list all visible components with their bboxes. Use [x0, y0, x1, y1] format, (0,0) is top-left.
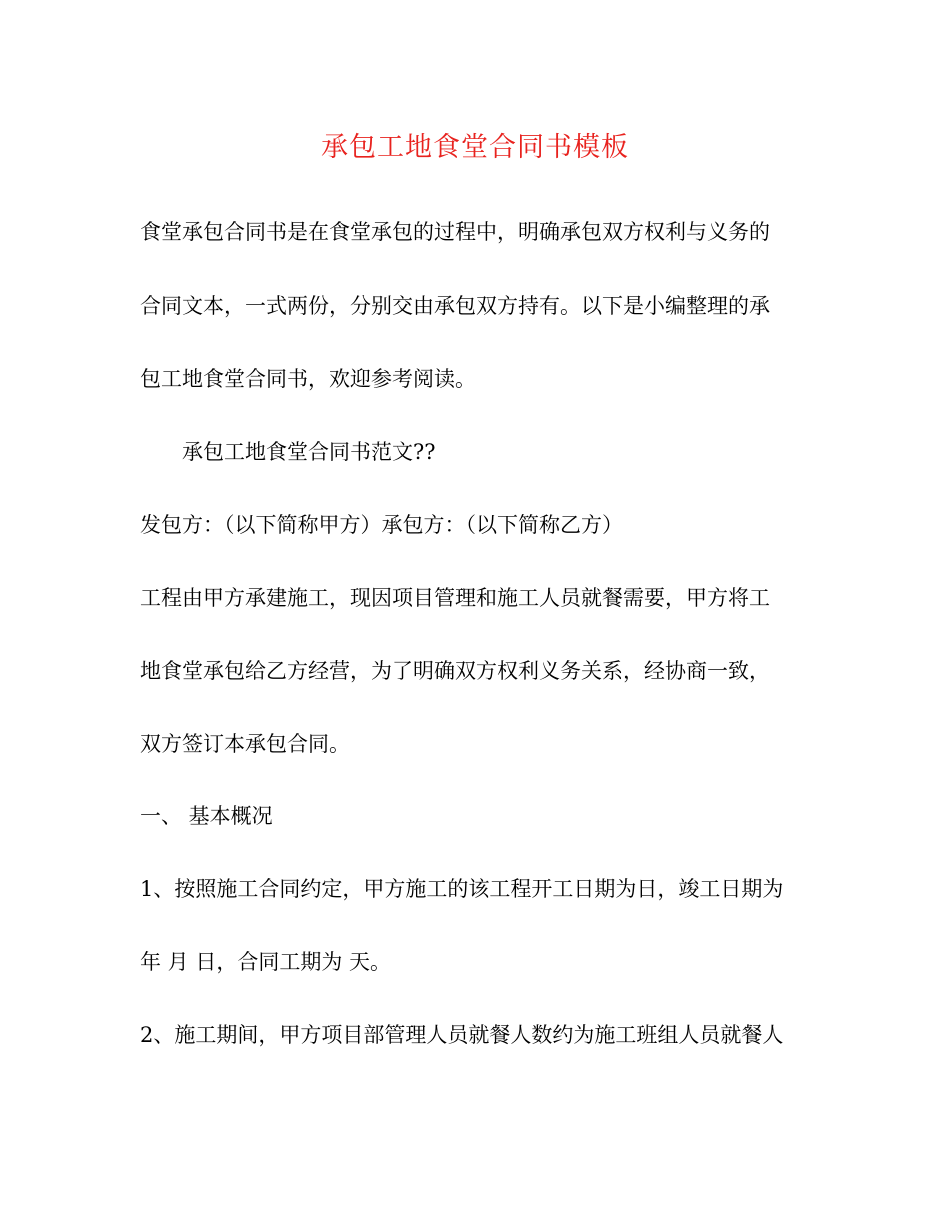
paragraph-line: 工程由甲方承建施工，现因项目管理和施工人员就餐需要，甲方将工: [140, 586, 770, 610]
document-title: 承包工地食堂合同书模板: [321, 132, 629, 163]
paragraph-line: 地食堂承包给乙方经营，为了明确双方权利义务关系，经协商一致，: [140, 659, 770, 683]
parties-line: 发包方：（以下简称甲方）承包方：（以下简称乙方）: [140, 513, 623, 537]
paragraph-line: 1、按照施工合同约定，甲方施工的该工程开工日期为日，竣工日期为: [140, 877, 784, 901]
paragraph-line: 食堂承包合同书是在食堂承包的过程中，明确承包双方权利与义务的: [140, 220, 770, 244]
subheading: 承包工地食堂合同书范文??: [182, 440, 436, 464]
paragraph-line: 包工地食堂合同书，欢迎参考阅读。: [140, 367, 476, 391]
paragraph-line: 合同文本，一式两份，分别交由承包双方持有。以下是小编整理的承: [140, 294, 770, 318]
paragraph-line: 双方签订本承包合同。: [140, 732, 350, 756]
paragraph-line: 2、施工期间，甲方项目部管理人员就餐人数约为施工班组人员就餐人: [140, 1023, 784, 1047]
paragraph-line: 年 月 日，合同工期为 天。: [140, 950, 392, 974]
section-heading: 一、 基本概况: [140, 804, 273, 828]
